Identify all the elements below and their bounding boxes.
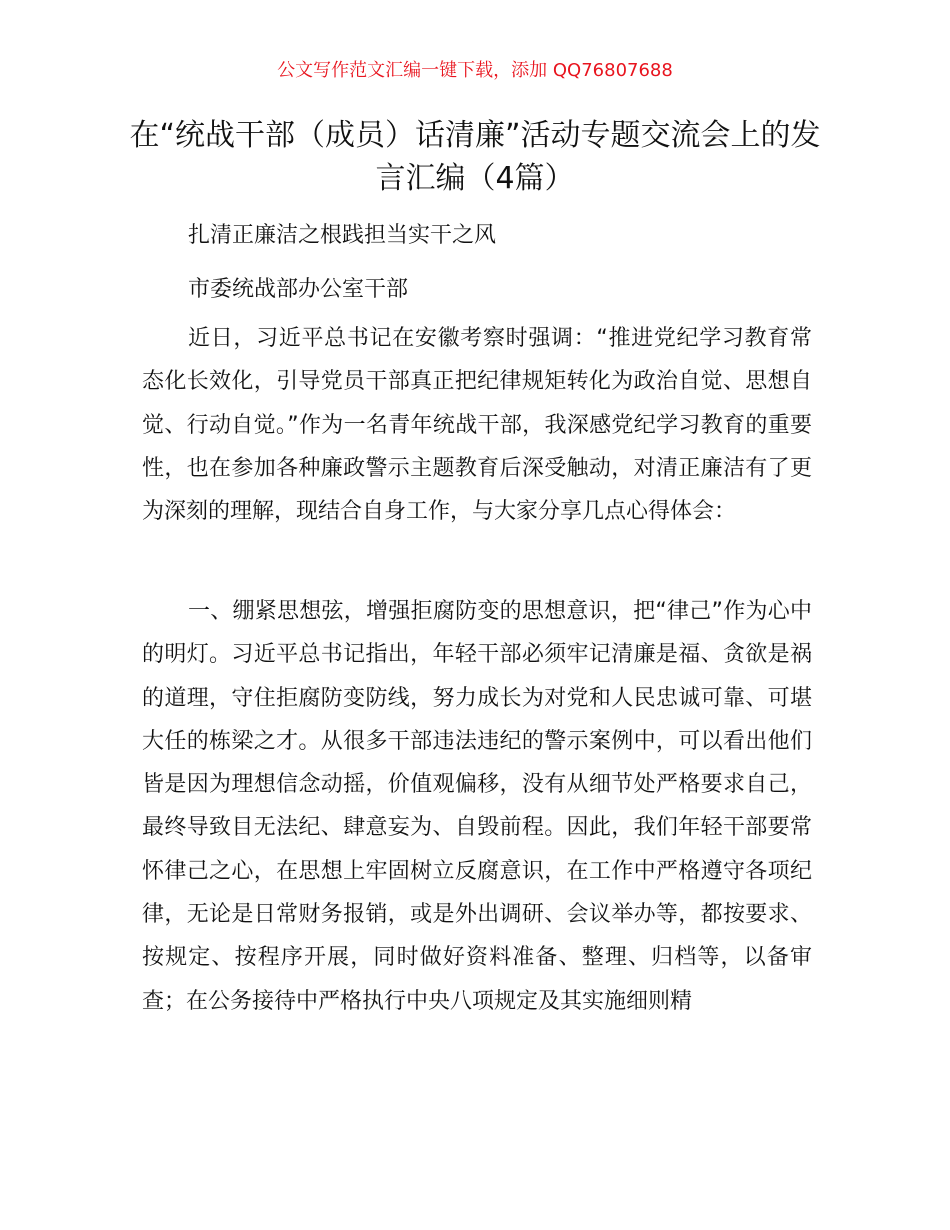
download-promo-note: 公文写作范文汇编一键下载，添加 QQ76807688 (277, 60, 673, 81)
body-paragraph: 一、绷紧思想弦，增强拒腐防变的思想意识，把“律己”作为心中的明灯。习近平总书记指出，年轻干部必须牢记清廉是福、贪欲是祸的道理，守住拒腐防变防线，努力成长为对党和人民忠诚可靠、可堪大任的栋梁之才。从很多干部违法违纪的警示案例中，可以看出他们皆是因为理想信念动摇，价值观偏移，没有从细节处严格要求自己，最终导致目无法纪、肆意妄为、自毁前程。因此，我们年轻干部要常怀律己之心，在思想上牢固树立反腐意识，在工作中严格遵守各项纪律，无论是日常财务报销，或是外出调研、会议举办等，都按要求、按规定、按程序开展，同时做好资料准备、整理、归档等，以备审查；在公务接待中严格执行中央八项规定及其实施细则精 (142, 599, 812, 1014)
speech-author: 市委统战部办公室干部 (188, 277, 409, 302)
document-title: 在“统战干部（成员）话清廉”活动专题交流会上的发言汇编（4篇） (129, 118, 821, 196)
speech-subtitle: 扎清正廉洁之根践担当实干之风 (188, 223, 497, 248)
body-paragraph: 近日，习近平总书记在安徽考察时强调：“推进党纪学习教育常态化长效化，引导党员干部真正把纪律规矩转化为政治自觉、思想自觉、行动自觉。”作为一名青年统战干部，我深感党纪学习教育的重要性，也在参加各种廉政警示主题教育后深受触动，对清正廉洁有了更为深刻的理解，现结合自身工作，与大家分享几点心得体会： (142, 326, 812, 525)
